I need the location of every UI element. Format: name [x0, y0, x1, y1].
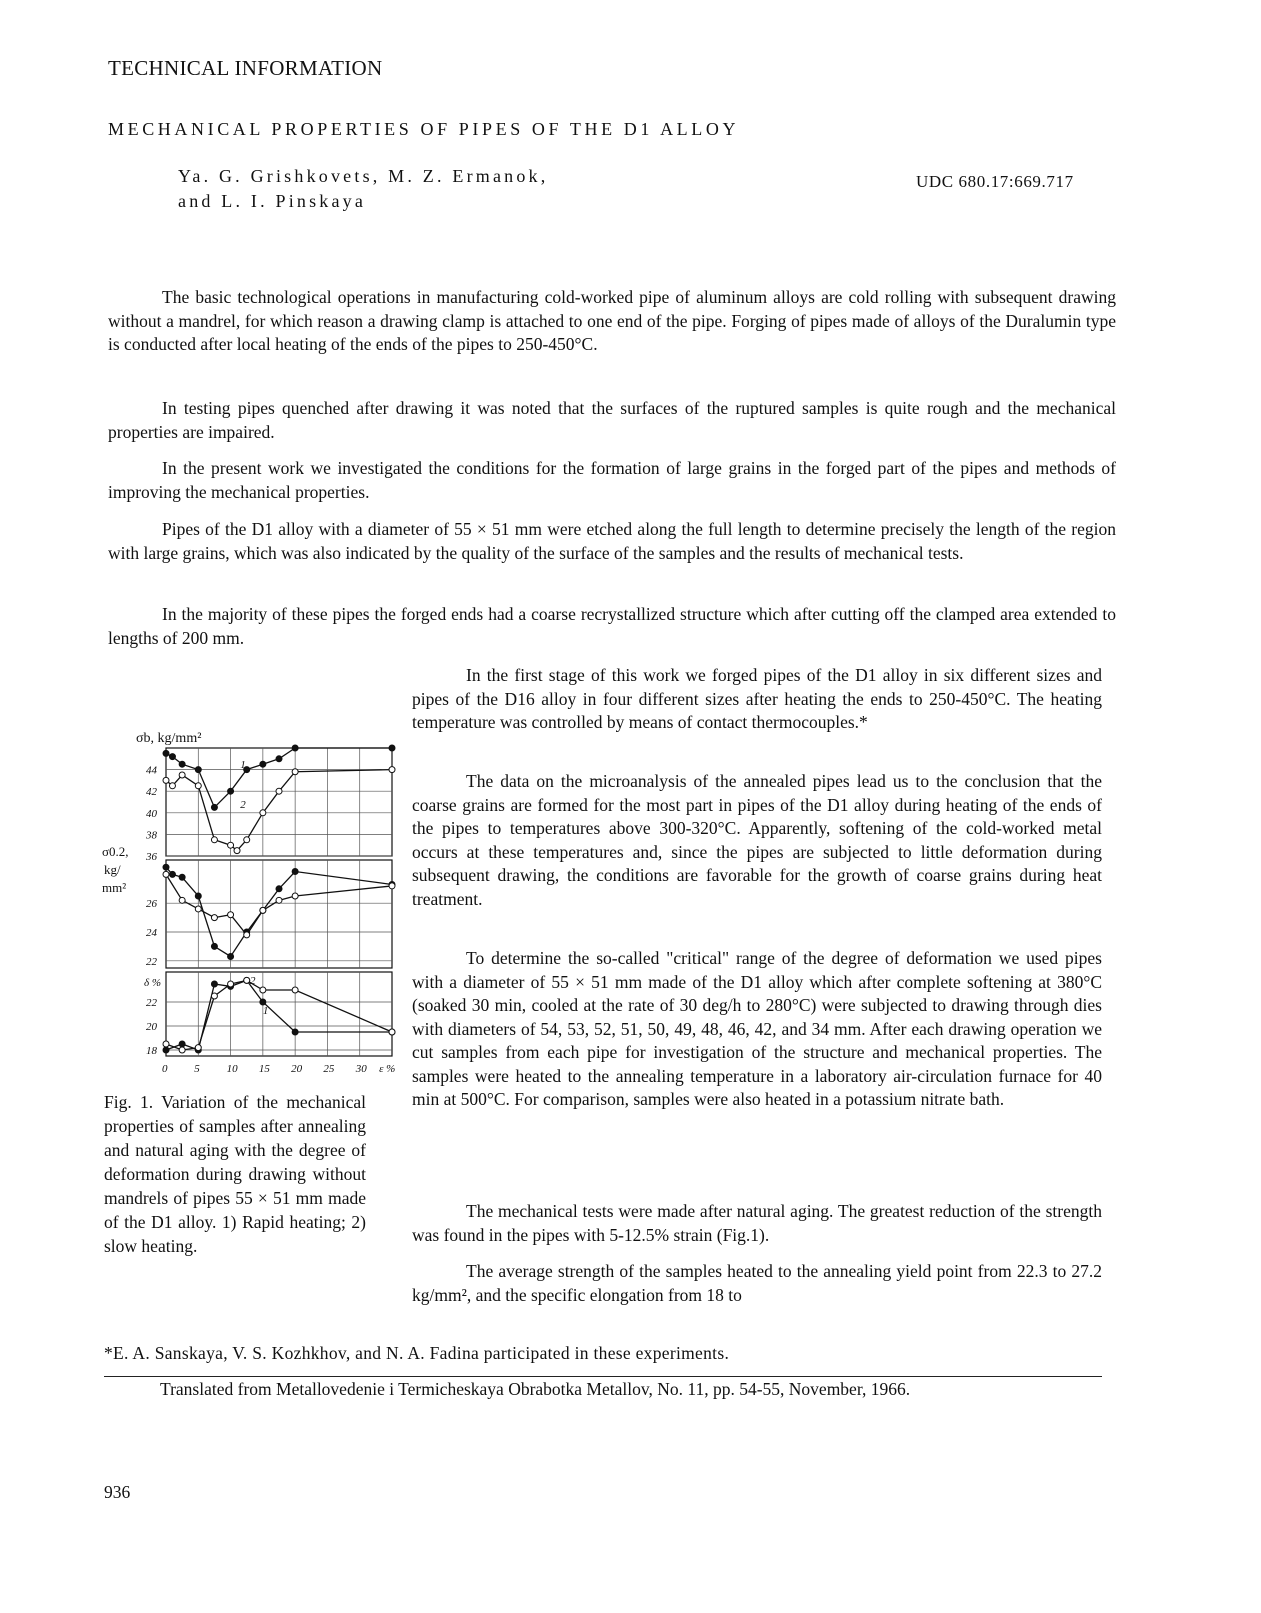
series-1-point: [169, 754, 175, 760]
y-tick-label: 26: [146, 898, 157, 911]
series-1-point: [179, 1041, 185, 1047]
series-2-point: [244, 932, 250, 938]
sigma-02-axis-label-area: mm²: [102, 880, 127, 895]
curve-1-marker: 1: [240, 759, 246, 771]
series-2-point: [163, 871, 169, 877]
x-tick-label: 15: [258, 1063, 270, 1075]
series-2-point: [211, 837, 217, 843]
paragraph-2: In testing pipes quenched after drawing it was noted that the surfaces of the ruptured samples is quite rough and the mechanical properties are impaired.: [108, 398, 1116, 442]
series-2-point: [211, 915, 217, 921]
series-2-point: [389, 883, 395, 889]
paragraph-1: The basic technological operations in manufacturing cold-worked pipe of aluminum alloys are cold rolling with subsequent drawing without a mandrel, for which reason a drawing clamp is attached to one end of the pipe. Forging of pipes made of alloys of the Duralumin type is conducted after local heating of the ends of the pipes to 250-450°C.: [108, 287, 1116, 354]
series-2-point: [179, 1047, 185, 1053]
curve-1-marker-delta: 1: [262, 1005, 269, 1017]
x-tick-label: 10: [226, 1063, 238, 1075]
column-paragraph-4: The mechanical tests were made after natural aging. The greatest reduction of the strength was found in the pipes with 5-12.5% strain (Fig.1).: [412, 1201, 1102, 1245]
series-2-point: [195, 783, 201, 789]
x-tick-label: 20: [291, 1063, 303, 1075]
figure-caption: Fig. 1. Variation of the mechanical properties of samples after annealing and natural aging with the degree of deformation during drawing without mandrels of pipes 55 × 51 mm made of the D1 alloy. 1) Rapid heating; 2) slow heating.: [104, 1092, 366, 1256]
figure-1: [100, 722, 410, 1087]
series-1-point: [163, 1047, 169, 1053]
series-2-point: [244, 977, 250, 983]
mechanical-properties-chart: [100, 722, 410, 1082]
series-2-point: [389, 767, 395, 773]
y-tick-label: 36: [146, 851, 157, 863]
series-1-point: [195, 767, 201, 773]
series-2-point: [389, 1029, 395, 1035]
series-1-point: [228, 788, 234, 794]
section-heading: TECHNICAL INFORMATION: [108, 56, 383, 80]
authors-line-1: Ya. G. Grishkovets, M. Z. Ermanok,: [178, 166, 549, 186]
series-2-point: [169, 783, 175, 789]
series-1-point: [163, 750, 169, 756]
series-2-point: [276, 788, 282, 794]
y-tick-label: 44: [146, 764, 157, 777]
sigma-02-axis-label: σ0.2,: [102, 844, 129, 859]
series-1-point: [179, 761, 185, 767]
panel-frame: [166, 860, 392, 968]
y-tick-label: 42: [146, 786, 157, 799]
series-2-line: [166, 770, 392, 851]
series-1-point: [292, 745, 298, 751]
authors: [178, 164, 548, 214]
series-1-point: [169, 871, 175, 877]
series-2-line: [166, 874, 392, 934]
curve-2-marker: 2: [240, 799, 246, 811]
series-2-point: [228, 981, 234, 987]
column-paragraph-3: To determine the so-called "critical" range of the degree of deformation we used pipes with a diameter of 55 × 51 mm made of the D1 alloy which after complete softening at 380°C (soaked 30 min, cooled at the rate of 30 deg/h to 280°C) were subjected to drawing through dies with diameters of 54, 53, 52, 51, 50, 49, 48, 46, 42, and 34 mm. After each drawing operation we cut samples from each pipe for investigation of the structure and mechanical properties. The samples were heated to the annealing temperature in a laboratory air-circulation furnace for 40 min at 500°C. For comparison, samples were also heated in a potassium nitrate bath.: [412, 948, 1102, 1109]
series-1-point: [163, 864, 169, 870]
x-tick-label: 5: [194, 1063, 200, 1075]
series-2-point: [292, 769, 298, 775]
y-tick-label: 38: [146, 829, 157, 842]
paragraph-5: In the majority of these pipes the forged ends had a coarse recrystallized structure which after cutting off the clamped area extended to lengths of 200 mm.: [108, 604, 1116, 648]
y-tick-label: 22: [146, 955, 157, 968]
y-tick-label: 20: [146, 1021, 157, 1033]
series-1-point: [211, 804, 217, 810]
series-2-line: [166, 980, 392, 1050]
y-tick-label: 24: [146, 927, 157, 939]
series-2-point: [228, 842, 234, 848]
article-title: MECHANICAL PROPERTIES OF PIPES OF THE D1 ALLOY: [108, 119, 740, 139]
series-2-point: [211, 993, 217, 999]
series-1-point: [195, 893, 201, 899]
delta-axis-label: δ %: [144, 977, 162, 989]
x-tick-label: 0: [162, 1063, 168, 1075]
y-tick-label: 40: [146, 807, 157, 820]
translation-note: Translated from Metallovedenie i Termicheskaya Obrabotka Metallov, No. 11, pp. 54-55, November, 1966.: [160, 1379, 911, 1399]
series-2-point: [179, 772, 185, 778]
series-1-point: [292, 1029, 298, 1035]
x-tick-label: 25: [323, 1063, 335, 1075]
panel-frame: [166, 748, 392, 856]
series-1-line: [166, 980, 392, 1050]
y-tick-label: 18: [146, 1045, 157, 1057]
series-2-point: [228, 912, 234, 918]
series-2-point: [163, 777, 169, 783]
series-1-point: [211, 981, 217, 987]
column-paragraph-1: In the first stage of this work we forged pipes of the D1 alloy in six different sizes and pipes of the D16 alloy in four different sizes after heating the ends to 250-450°C. The heating temperature was controlled by means of contact thermocouples.*: [412, 665, 1102, 732]
page-number: 936: [104, 1482, 131, 1502]
column-paragraph-2: The data on the microanalysis of the annealed pipes lead us to the conclusion that the coarse grains are formed for the most part in pipes of the D1 alloy during heating of the ends of the pipes to temperatures above 300-320°C. Apparently, softening of the cold-worked metal occurs at these temperatures and, since the pipes are subjected to little deformation during subsequent drawing, the conditions are favorable for the growth of coarse grains during heat treatment.: [412, 771, 1102, 909]
x-tick-label: 30: [355, 1063, 367, 1075]
series-2-point: [195, 906, 201, 912]
udc-code: UDC 680.17:669.717: [916, 172, 1074, 191]
footnote-divider: [104, 1376, 1102, 1377]
authors-line-2: and L. I. Pinskaya: [178, 191, 367, 211]
paragraph-3: In the present work we investigated the conditions for the formation of large grains in the forged part of the pipes and methods of improving the mechanical properties.: [108, 458, 1116, 502]
series-1-point: [292, 869, 298, 875]
series-2-point: [292, 987, 298, 993]
series-2-point: [163, 1041, 169, 1047]
series-1-point: [228, 953, 234, 959]
series-2-point: [244, 837, 250, 843]
series-2-point: [276, 897, 282, 903]
series-1-point: [260, 761, 266, 767]
series-1-point: [276, 756, 282, 762]
series-1-point: [276, 886, 282, 892]
footnote: *E. A. Sanskaya, V. S. Kozhkhov, and N. A. Fadina participated in these experiments.: [104, 1343, 730, 1363]
series-2-point: [292, 893, 298, 899]
curve-2-marker-delta: 2: [249, 975, 256, 987]
series-1-point: [179, 874, 185, 880]
sigma-02-axis-label-units: kg/: [104, 862, 121, 877]
sigma-b-axis-label: σb, kg/mm²: [136, 731, 202, 746]
column-paragraph-5: The average strength of the samples heated to the annealing yield point from 22.3 to 27.2 kg/mm², and the specific elongation from 18 to: [412, 1261, 1102, 1305]
series-2-point: [260, 987, 266, 993]
series-1-point: [389, 745, 395, 751]
series-2-point: [195, 1045, 201, 1051]
series-2-point: [179, 897, 185, 903]
series-2-point: [260, 810, 266, 816]
series-2-point: [260, 907, 266, 913]
series-1-point: [211, 943, 217, 949]
paragraph-4: Pipes of the D1 alloy with a diameter of 55 × 51 mm were etched along the full length to determine precisely the length of the region with large grains, which was also indicated by the quality of the surface of the samples and the results of mechanical tests.: [108, 519, 1116, 563]
series-2-point: [234, 848, 240, 854]
y-tick-label: 22: [146, 997, 157, 1009]
x-axis-unit: ε %: [379, 1063, 396, 1075]
